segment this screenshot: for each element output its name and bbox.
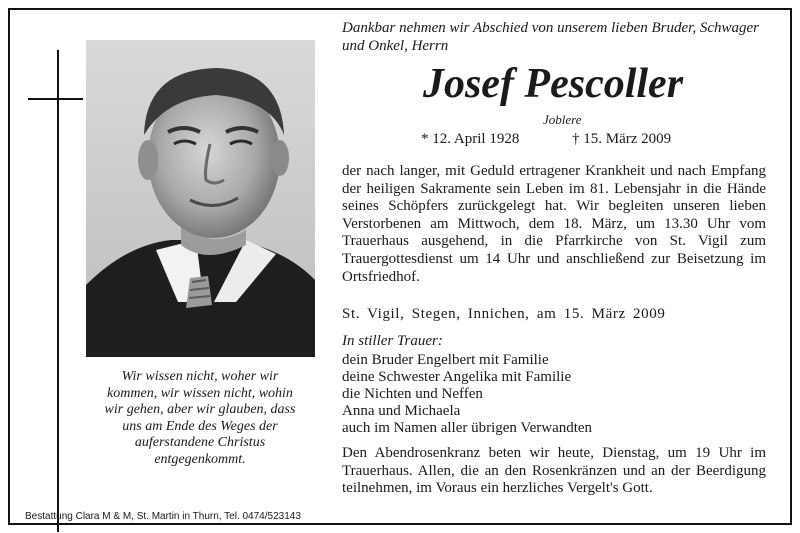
list-item: deine Schwester Angelika mit Familie — [342, 369, 572, 385]
body-text: der nach langer, mit Geduld ertragener Krankheit und nach Empfang der heiligen Sakramente sein Leben im 81. Lebensjahr in die Hände seines Schöpfers zurückgelegt hat. Wir begleiten unseren lieben Verstorbenen am Mittwoch, dem 18. März, um 13.30 Uhr vom Trauerhaus ausgehend, in die Pfarrkirche von St. Vigil zum Trauergottesdienst um 14 Uhr und anschließend zur Beisetzung im Ortsfriedhof. — [342, 163, 766, 285]
list-item: Anna und Michaela — [342, 403, 461, 419]
nickname: Joblere — [543, 112, 582, 127]
closing-text: Den Abendrosenkranz beten wir heute, Dienstag, um 19 Uhr im Trauerhaus. Allen, die an den Rosenkränzen und an der Beerdigung teilnehmen, im Voraus ein herzliches Vergelt's Gott. — [342, 445, 766, 497]
list-item: auch im Namen aller übrigen Verwandten — [342, 420, 593, 436]
list-item: die Nichten und Neffen — [342, 386, 483, 402]
mourners-title: In stiller Trauer: — [342, 333, 443, 349]
list-item: dein Bruder Engelbert mit Familie — [342, 352, 549, 368]
mourners-list — [342, 352, 766, 437]
intro-text: Dankbar nehmen wir Abschied von unserem lieben Bruder, Schwager und Onkel, Herrn — [342, 20, 760, 54]
memorial-quote: Wir wissen nicht, woher wir kommen, wir wissen nicht, wohin wir gehen, aber wir glauben, dass uns am Ende des Weges der auferstandene Christus entgegenkommt. — [104, 369, 296, 467]
cross-icon-horizontal — [28, 98, 83, 100]
cross-icon-vertical — [57, 50, 59, 532]
place-date: St. Vigil, Stegen, Innichen, am 15. März 2009 — [342, 306, 666, 322]
deceased-name: Josef Pescoller — [422, 61, 684, 107]
birth-date: * 12. April 1928 — [421, 131, 520, 147]
funeral-home-footer: Bestattung Clara M & M, St. Martin in Thurn, Tel. 0474/523143 — [25, 511, 301, 522]
portrait-photo — [86, 40, 315, 357]
death-date: † 15. März 2009 — [572, 131, 672, 147]
